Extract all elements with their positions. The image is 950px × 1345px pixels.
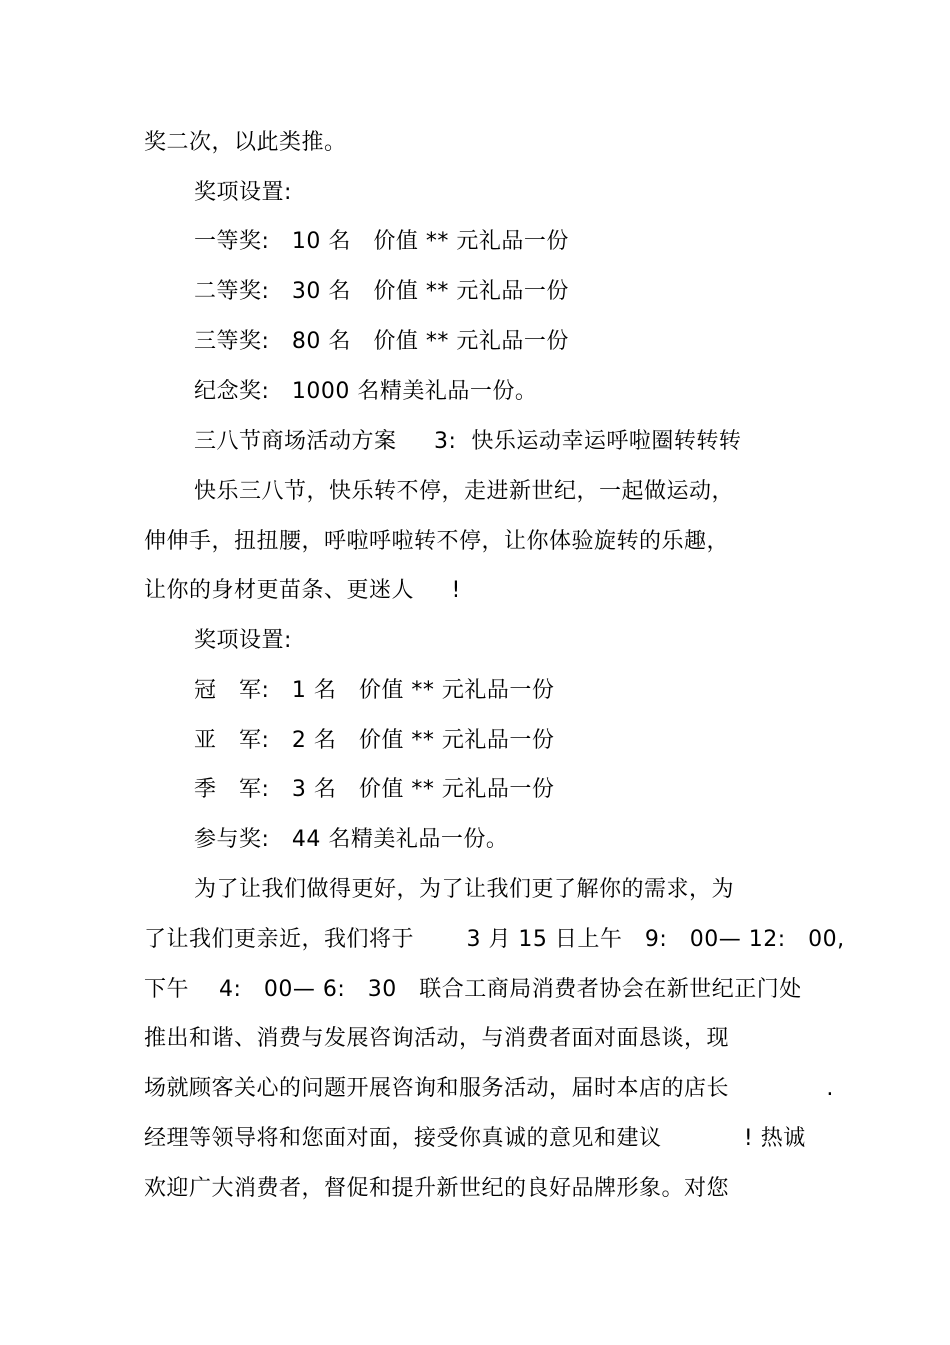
text-line: 冠 军: 1 名 价值 ** 元礼品一份 (194, 678, 555, 703)
text-line: 二等奖: 30 名 价值 ** 元礼品一份 (194, 279, 569, 304)
text-line: 亚 军: 2 名 价值 ** 元礼品一份 (194, 728, 555, 753)
section-heading: 三八节商场活动方案 3: 快乐运动幸运呼啦圈转转转 (194, 429, 742, 454)
text-line: 场就顾客关心的问题开展咨询和服务活动，届时本店的店长 . (144, 1076, 834, 1101)
text-line: 为了让我们做得更好，为了让我们更了解你的需求，为 (194, 877, 735, 902)
text-line: 了让我们更亲近，我们将于 3 月 15 日上午 9: 00— 12: 00, (144, 927, 845, 952)
text-line: 伸伸手，扭扭腰，呼啦呼啦转不停，让你体验旋转的乐趣， (144, 529, 730, 554)
text-line: 让你的身材更苗条、更迷人 ! (144, 578, 461, 603)
text-line: 奖二次，以此类推。 (144, 130, 347, 155)
text-line: 下午 4: 00— 6: 30 联合工商局消费者协会在新世纪正门处 (144, 977, 802, 1002)
text-line: 奖项设置: (194, 628, 292, 653)
text-line: 奖项设置: (194, 180, 292, 205)
text-line: 经理等领导将和您面对面，接受你真诚的意见和建议 ! 热诚 (144, 1126, 806, 1151)
text-line: 季 军: 3 名 价值 ** 元礼品一份 (194, 777, 555, 802)
text-line: 三等奖: 80 名 价值 ** 元礼品一份 (194, 329, 569, 354)
text-line: 快乐三八节，快乐转不停，走进新世纪，一起做运动， (194, 479, 735, 504)
text-line: 纪念奖: 1000 名精美礼品一份。 (194, 379, 538, 404)
text-line: 欢迎广大消费者，督促和提升新世纪的良好品牌形象。对您 (144, 1176, 730, 1201)
text-line: 推出和谐、消费与发展咨询活动，与消费者面对面恳谈，现 (144, 1026, 730, 1051)
text-line: 参与奖: 44 名精美礼品一份。 (194, 827, 509, 852)
text-line: 一等奖: 10 名 价值 ** 元礼品一份 (194, 229, 569, 254)
